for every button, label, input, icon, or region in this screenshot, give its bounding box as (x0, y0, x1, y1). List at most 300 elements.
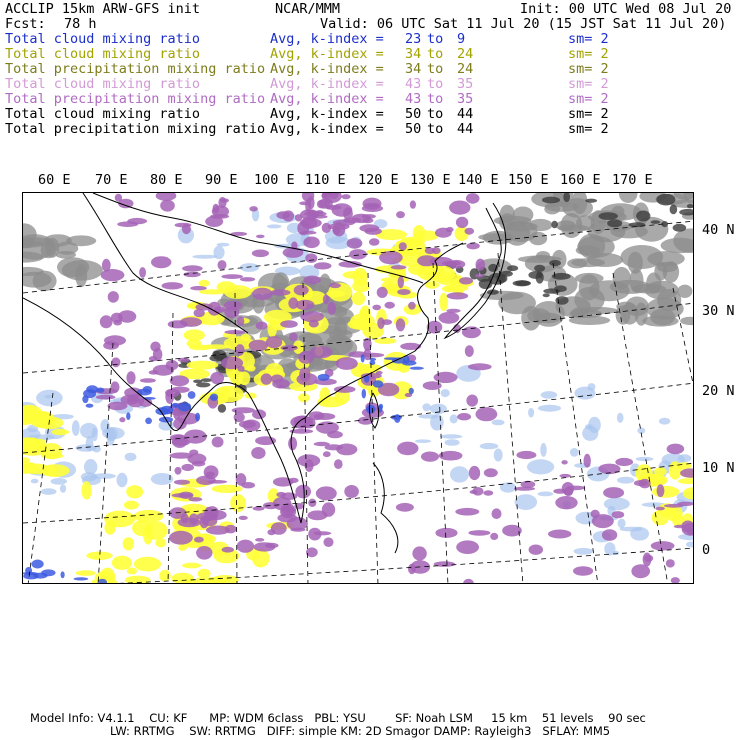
cloud-blob (369, 238, 380, 245)
cloud-blob (376, 371, 383, 375)
cloud-blob (184, 329, 205, 341)
field-k-end: 44 (457, 106, 474, 122)
cloud-blob (317, 200, 326, 209)
cloud-blob (621, 245, 664, 269)
cloud-blob (144, 521, 168, 540)
cloud-blob (418, 414, 438, 418)
cloud-blob (124, 501, 139, 510)
cloud-blob (412, 546, 426, 560)
cloud-blob (554, 285, 567, 292)
cloud-blob (492, 420, 505, 426)
cloud-blob (671, 577, 680, 584)
field-row (5, 92, 735, 107)
longitude-label: 160 E (560, 172, 601, 188)
cloud-blob (669, 461, 681, 479)
cloud-blob (218, 404, 226, 413)
cloud-blob (548, 530, 571, 539)
field-k-end: 9 (457, 31, 466, 47)
cloud-blob (230, 494, 246, 512)
cloud-blob (221, 274, 243, 279)
organization-label: NCAR/MMM (275, 1, 341, 17)
cloud-blob (652, 510, 669, 525)
latitude-label: 0 (702, 542, 711, 558)
cloud-blob (134, 510, 164, 522)
cloud-blob (172, 403, 179, 408)
cloud-blob (168, 320, 188, 328)
cloud-blob (190, 286, 207, 290)
cloud-blob (145, 418, 152, 425)
cloud-blob (240, 277, 255, 281)
cloud-blob (159, 570, 170, 582)
cloud-blob (678, 454, 691, 462)
cloud-blob (195, 413, 200, 422)
cloud-blob (246, 365, 256, 371)
cloud-blob (126, 485, 143, 498)
cloud-blob (432, 247, 441, 254)
cloud-blob (318, 374, 330, 381)
cloud-blob (636, 211, 650, 222)
cloud-blob (80, 423, 98, 439)
cloud-blob (196, 546, 212, 560)
cloud-blob (466, 193, 480, 204)
cloud-blob (300, 231, 317, 235)
field-k-start: 50 (405, 121, 422, 137)
cloud-blob (237, 316, 244, 326)
cloud-blob (155, 538, 166, 547)
cloud-blob (396, 503, 414, 512)
cloud-blob (175, 467, 182, 475)
forecast-map (22, 192, 694, 584)
cloud-blob (654, 467, 667, 476)
cloud-blob (182, 224, 191, 234)
valid-time: Valid: 06 UTC Sat 11 Jul 20 (15 JST Sat 11 Jul 20) (320, 16, 727, 32)
cloud-blob (336, 444, 357, 456)
cloud-blob (61, 571, 65, 578)
cloud-blob (397, 289, 410, 295)
cloud-blob (415, 439, 431, 443)
longitude-label: 90 E (205, 172, 238, 188)
cloud-blob (170, 375, 189, 386)
cloud-blob (398, 276, 404, 288)
cloud-blob (472, 487, 483, 496)
cloud-blob (673, 224, 687, 232)
cloud-blob (139, 267, 146, 278)
cloud-blob (617, 413, 624, 423)
cloud-blob (270, 289, 290, 295)
cloud-blob (307, 210, 316, 221)
cloud-blob (213, 204, 220, 214)
longitude-label: 70 E (95, 172, 128, 188)
cloud-blob (129, 397, 139, 401)
cloud-blob (178, 518, 201, 528)
cloud-blob (295, 485, 311, 499)
field-row (5, 77, 735, 92)
cloud-blob (104, 521, 115, 535)
field-name: Total precipitation mixing ratio (5, 121, 266, 137)
cloud-blob (381, 319, 392, 325)
cloud-blob (618, 519, 626, 529)
cloud-blob (541, 391, 558, 399)
cloud-blob (359, 224, 379, 232)
cloud-blob (119, 417, 125, 422)
cloud-blob (575, 387, 596, 400)
cloud-blob (551, 221, 558, 228)
cloud-blob (465, 345, 474, 357)
field-k-start: 34 (405, 46, 422, 62)
cloud-blob (664, 504, 684, 508)
cloud-blob (297, 454, 320, 467)
cloud-blob (41, 569, 55, 576)
cloud-blob (534, 265, 545, 272)
cloud-blob (333, 226, 341, 234)
cloud-blob (171, 387, 190, 393)
cloud-blob (459, 277, 473, 284)
cloud-blob (578, 234, 605, 259)
cloud-blob (33, 271, 57, 292)
field-name: Total precipitation mixing ratio (5, 61, 266, 77)
cloud-blob (303, 237, 319, 249)
cloud-blob (396, 211, 405, 218)
cloud-blob (670, 205, 678, 215)
cloud-blob (329, 329, 353, 340)
cloud-blob (108, 291, 119, 303)
cloud-blob (344, 485, 359, 498)
cloud-blob (280, 320, 298, 328)
cloud-blob (111, 313, 123, 323)
cloud-blob (217, 281, 236, 292)
cloud-blob (32, 560, 44, 569)
cloud-blob (362, 218, 373, 223)
cloud-blob (252, 549, 270, 568)
field-row (5, 62, 735, 77)
cloud-blob (74, 577, 89, 580)
cloud-blob (515, 280, 530, 286)
cloud-blob (187, 453, 206, 464)
cloud-blob (516, 451, 536, 459)
cloud-blob (140, 378, 156, 383)
cloud-blob (569, 309, 602, 318)
cloud-blob (127, 568, 137, 575)
cloud-blob (529, 232, 547, 246)
cloud-blob (181, 464, 194, 471)
cloud-blob (666, 559, 675, 567)
cloud-blob (23, 438, 42, 454)
cloud-blob (384, 357, 398, 360)
cloud-blob (549, 260, 561, 266)
cloud-blob (343, 207, 353, 220)
cloud-blob (559, 474, 571, 478)
cloud-blob (445, 439, 460, 446)
cloud-blob (125, 453, 137, 461)
field-to: to (427, 76, 444, 92)
forecast-hours: 78 h (64, 16, 97, 32)
cloud-blob (369, 358, 376, 361)
cloud-blob (261, 373, 272, 384)
cloud-blob (364, 348, 372, 360)
field-to: to (427, 61, 444, 77)
cloud-blob (616, 306, 631, 325)
cloud-blob (298, 393, 310, 402)
cloud-blob (316, 486, 337, 500)
cloud-blob (82, 481, 92, 499)
cloud-blob (484, 468, 498, 477)
cloud-blob (111, 357, 120, 367)
cloud-blob (256, 235, 265, 239)
cloud-blob (256, 322, 268, 330)
cloud-blob (651, 541, 675, 550)
cloud-blob (465, 228, 475, 235)
latitude-label: 10 N (702, 460, 735, 476)
cloud-blob (617, 477, 634, 484)
cloud-blob (91, 473, 116, 479)
field-name: Total cloud mixing ratio (5, 106, 201, 122)
cloud-blob (276, 211, 290, 219)
field-average-label: Avg, k-index = (270, 106, 384, 122)
field-smoothing: sm= 2 (568, 106, 609, 122)
cloud-blob (427, 266, 455, 283)
field-name: Total precipitation mixing ratio (5, 91, 266, 107)
cloud-blob (25, 567, 32, 574)
cloud-blob (251, 447, 265, 459)
cloud-blob (607, 219, 622, 227)
cloud-blob (636, 457, 654, 461)
cloud-blob (294, 285, 309, 296)
field-average-label: Avg, k-index = (270, 121, 384, 137)
cloud-blob (538, 492, 554, 497)
cloud-blob (466, 243, 479, 250)
cloud-blob (643, 553, 652, 567)
cloud-blob (255, 436, 276, 445)
cloud-blob (447, 292, 469, 299)
cloud-blob (576, 215, 595, 230)
cloud-blob (635, 303, 648, 326)
cloud-blob (663, 261, 679, 283)
cloud-blob (652, 486, 679, 498)
cloud-blob (391, 265, 407, 269)
field-smoothing: sm= 2 (568, 31, 609, 47)
cloud-blob (108, 402, 128, 411)
cloud-blob (372, 305, 381, 311)
field-name: Total cloud mixing ratio (5, 46, 201, 62)
cloud-blob (96, 395, 116, 400)
field-average-label: Avg, k-index = (270, 46, 384, 62)
field-k-end: 24 (457, 46, 474, 62)
cloud-blob (410, 200, 416, 208)
cloud-blob (492, 508, 502, 519)
cloud-blob (370, 360, 376, 365)
cloud-blob (584, 454, 591, 468)
cloud-blob (243, 420, 261, 432)
cloud-blob (687, 204, 694, 208)
cloud-blob (117, 221, 138, 227)
longitude-label: 80 E (150, 172, 183, 188)
cloud-blob (334, 459, 343, 469)
cloud-blob (599, 212, 618, 220)
cloud-blob (112, 556, 132, 570)
cloud-blob (51, 478, 67, 485)
cloud-blob (667, 444, 685, 455)
field-smoothing: sm= 2 (568, 46, 609, 62)
cloud-blob (218, 260, 227, 270)
field-to: to (427, 121, 444, 137)
cloud-blob (288, 437, 297, 450)
cloud-blob (29, 411, 55, 428)
cloud-blob (296, 300, 315, 310)
field-to: to (427, 91, 444, 107)
cloud-blob (126, 412, 130, 420)
cloud-blob (126, 371, 135, 384)
cloud-blob (195, 303, 213, 310)
cloud-blob (366, 405, 375, 414)
cloud-blob (225, 525, 237, 534)
cloud-blob (408, 302, 416, 310)
cloud-blob (341, 194, 350, 199)
cloud-blob (172, 434, 188, 448)
model-info-line-2: LW: RRTMG SW: RRTMG DIFF: simple KM: 2D Smagor DAMP: Rayleigh3 SFLAY: MM5 (110, 724, 611, 738)
cloud-blob (210, 394, 218, 401)
cloud-blob (361, 354, 365, 362)
cloud-blob (189, 497, 203, 501)
init-time: Init: 00 UTC Wed 08 Jul 20 (520, 1, 732, 17)
cloud-blob (538, 405, 561, 412)
cloud-blob (221, 388, 230, 400)
cloud-blob (655, 507, 665, 511)
cloud-blob (84, 459, 97, 475)
cloud-blob (333, 219, 355, 225)
field-smoothing: sm= 2 (568, 76, 609, 92)
field-row (5, 107, 735, 122)
cloud-blob (86, 404, 94, 408)
cloud-blob (385, 302, 395, 309)
cloud-blob (111, 381, 120, 392)
cloud-blob (585, 199, 597, 203)
cloud-blob (322, 223, 331, 233)
cloud-blob (582, 426, 598, 441)
cloud-blob (400, 343, 421, 350)
cloud-blob (468, 530, 490, 536)
longitude-label: 140 E (458, 172, 499, 188)
cloud-blob (521, 306, 541, 331)
cloud-blob (287, 517, 308, 530)
cloud-blob (41, 243, 57, 259)
field-row (5, 47, 735, 62)
cloud-blob (252, 250, 269, 258)
cloud-blob (324, 537, 334, 547)
map-canvas (23, 193, 694, 584)
field-smoothing: sm= 2 (568, 61, 609, 77)
cloud-blob (410, 367, 424, 370)
cloud-blob (570, 448, 579, 457)
cloud-blob (162, 282, 184, 289)
cloud-blob (268, 320, 277, 338)
cloud-blob (402, 360, 417, 365)
cloud-blob (252, 288, 272, 300)
cloud-blob (249, 206, 257, 211)
cloud-blob (31, 479, 39, 484)
cloud-blob (103, 341, 119, 349)
cloud-blob (327, 302, 336, 315)
cloud-blob (149, 370, 159, 374)
cloud-blob (237, 540, 254, 553)
field-name: Total cloud mixing ratio (5, 31, 201, 47)
cloud-blob (169, 531, 193, 545)
cloud-blob (575, 273, 604, 284)
cloud-blob (446, 285, 469, 291)
cloud-blob (515, 494, 538, 510)
cloud-blob (500, 271, 513, 277)
field-k-end: 24 (457, 61, 474, 77)
cloud-blob (134, 557, 161, 572)
cloud-blob (235, 344, 244, 356)
cloud-blob (224, 307, 239, 319)
cloud-blob (272, 379, 290, 389)
field-name: Total cloud mixing ratio (5, 76, 201, 92)
cloud-blob (441, 389, 450, 397)
cloud-blob (528, 271, 542, 279)
cloud-blob (294, 416, 312, 428)
cloud-blob (542, 197, 560, 204)
field-average-label: Avg, k-index = (270, 76, 384, 92)
field-row (5, 32, 735, 47)
field-k-start: 43 (405, 91, 422, 107)
cloud-blob (171, 573, 193, 584)
cloud-blob (241, 482, 255, 488)
longitude-label: 130 E (410, 172, 451, 188)
cloud-blob (475, 274, 483, 278)
cloud-blob (574, 548, 594, 555)
forecast-label: Fcst: (5, 16, 46, 32)
cloud-blob (573, 566, 593, 575)
cloud-blob (604, 498, 630, 511)
model-title: ACCLIP 15km ARW-GFS init (5, 1, 201, 17)
field-to: to (427, 46, 444, 62)
cloud-blob (567, 258, 587, 268)
cloud-blob (352, 292, 365, 306)
cloud-blob (468, 363, 492, 370)
cloud-blob (266, 336, 282, 348)
cloud-blob (529, 545, 543, 555)
cloud-blob (189, 450, 198, 456)
cloud-blob (329, 283, 341, 288)
cloud-blob (102, 259, 111, 272)
cloud-blob (253, 506, 265, 510)
cloud-blob (196, 476, 216, 485)
cloud-blob (574, 287, 604, 312)
cloud-blob (499, 213, 516, 230)
cloud-blob (178, 402, 191, 411)
cloud-blob (394, 414, 400, 423)
cloud-blob (314, 262, 332, 269)
cloud-blob (480, 443, 499, 449)
cloud-blob (212, 485, 243, 493)
cloud-blob (592, 514, 614, 528)
cloud-blob (150, 342, 160, 352)
field-k-start: 43 (405, 76, 422, 92)
longitude-label: 100 E (254, 172, 295, 188)
field-average-label: Avg, k-index = (270, 31, 384, 47)
cloud-blob (265, 543, 279, 548)
cloud-blob (457, 413, 471, 420)
cloud-blob (476, 407, 498, 421)
cloud-blob (466, 395, 478, 407)
field-to: to (427, 31, 444, 47)
cloud-blob (377, 287, 388, 298)
longitude-label: 170 E (612, 172, 653, 188)
cloud-blob (240, 263, 259, 272)
cloud-blob (289, 333, 298, 342)
longitude-label: 120 E (358, 172, 399, 188)
cloud-blob (421, 452, 439, 462)
